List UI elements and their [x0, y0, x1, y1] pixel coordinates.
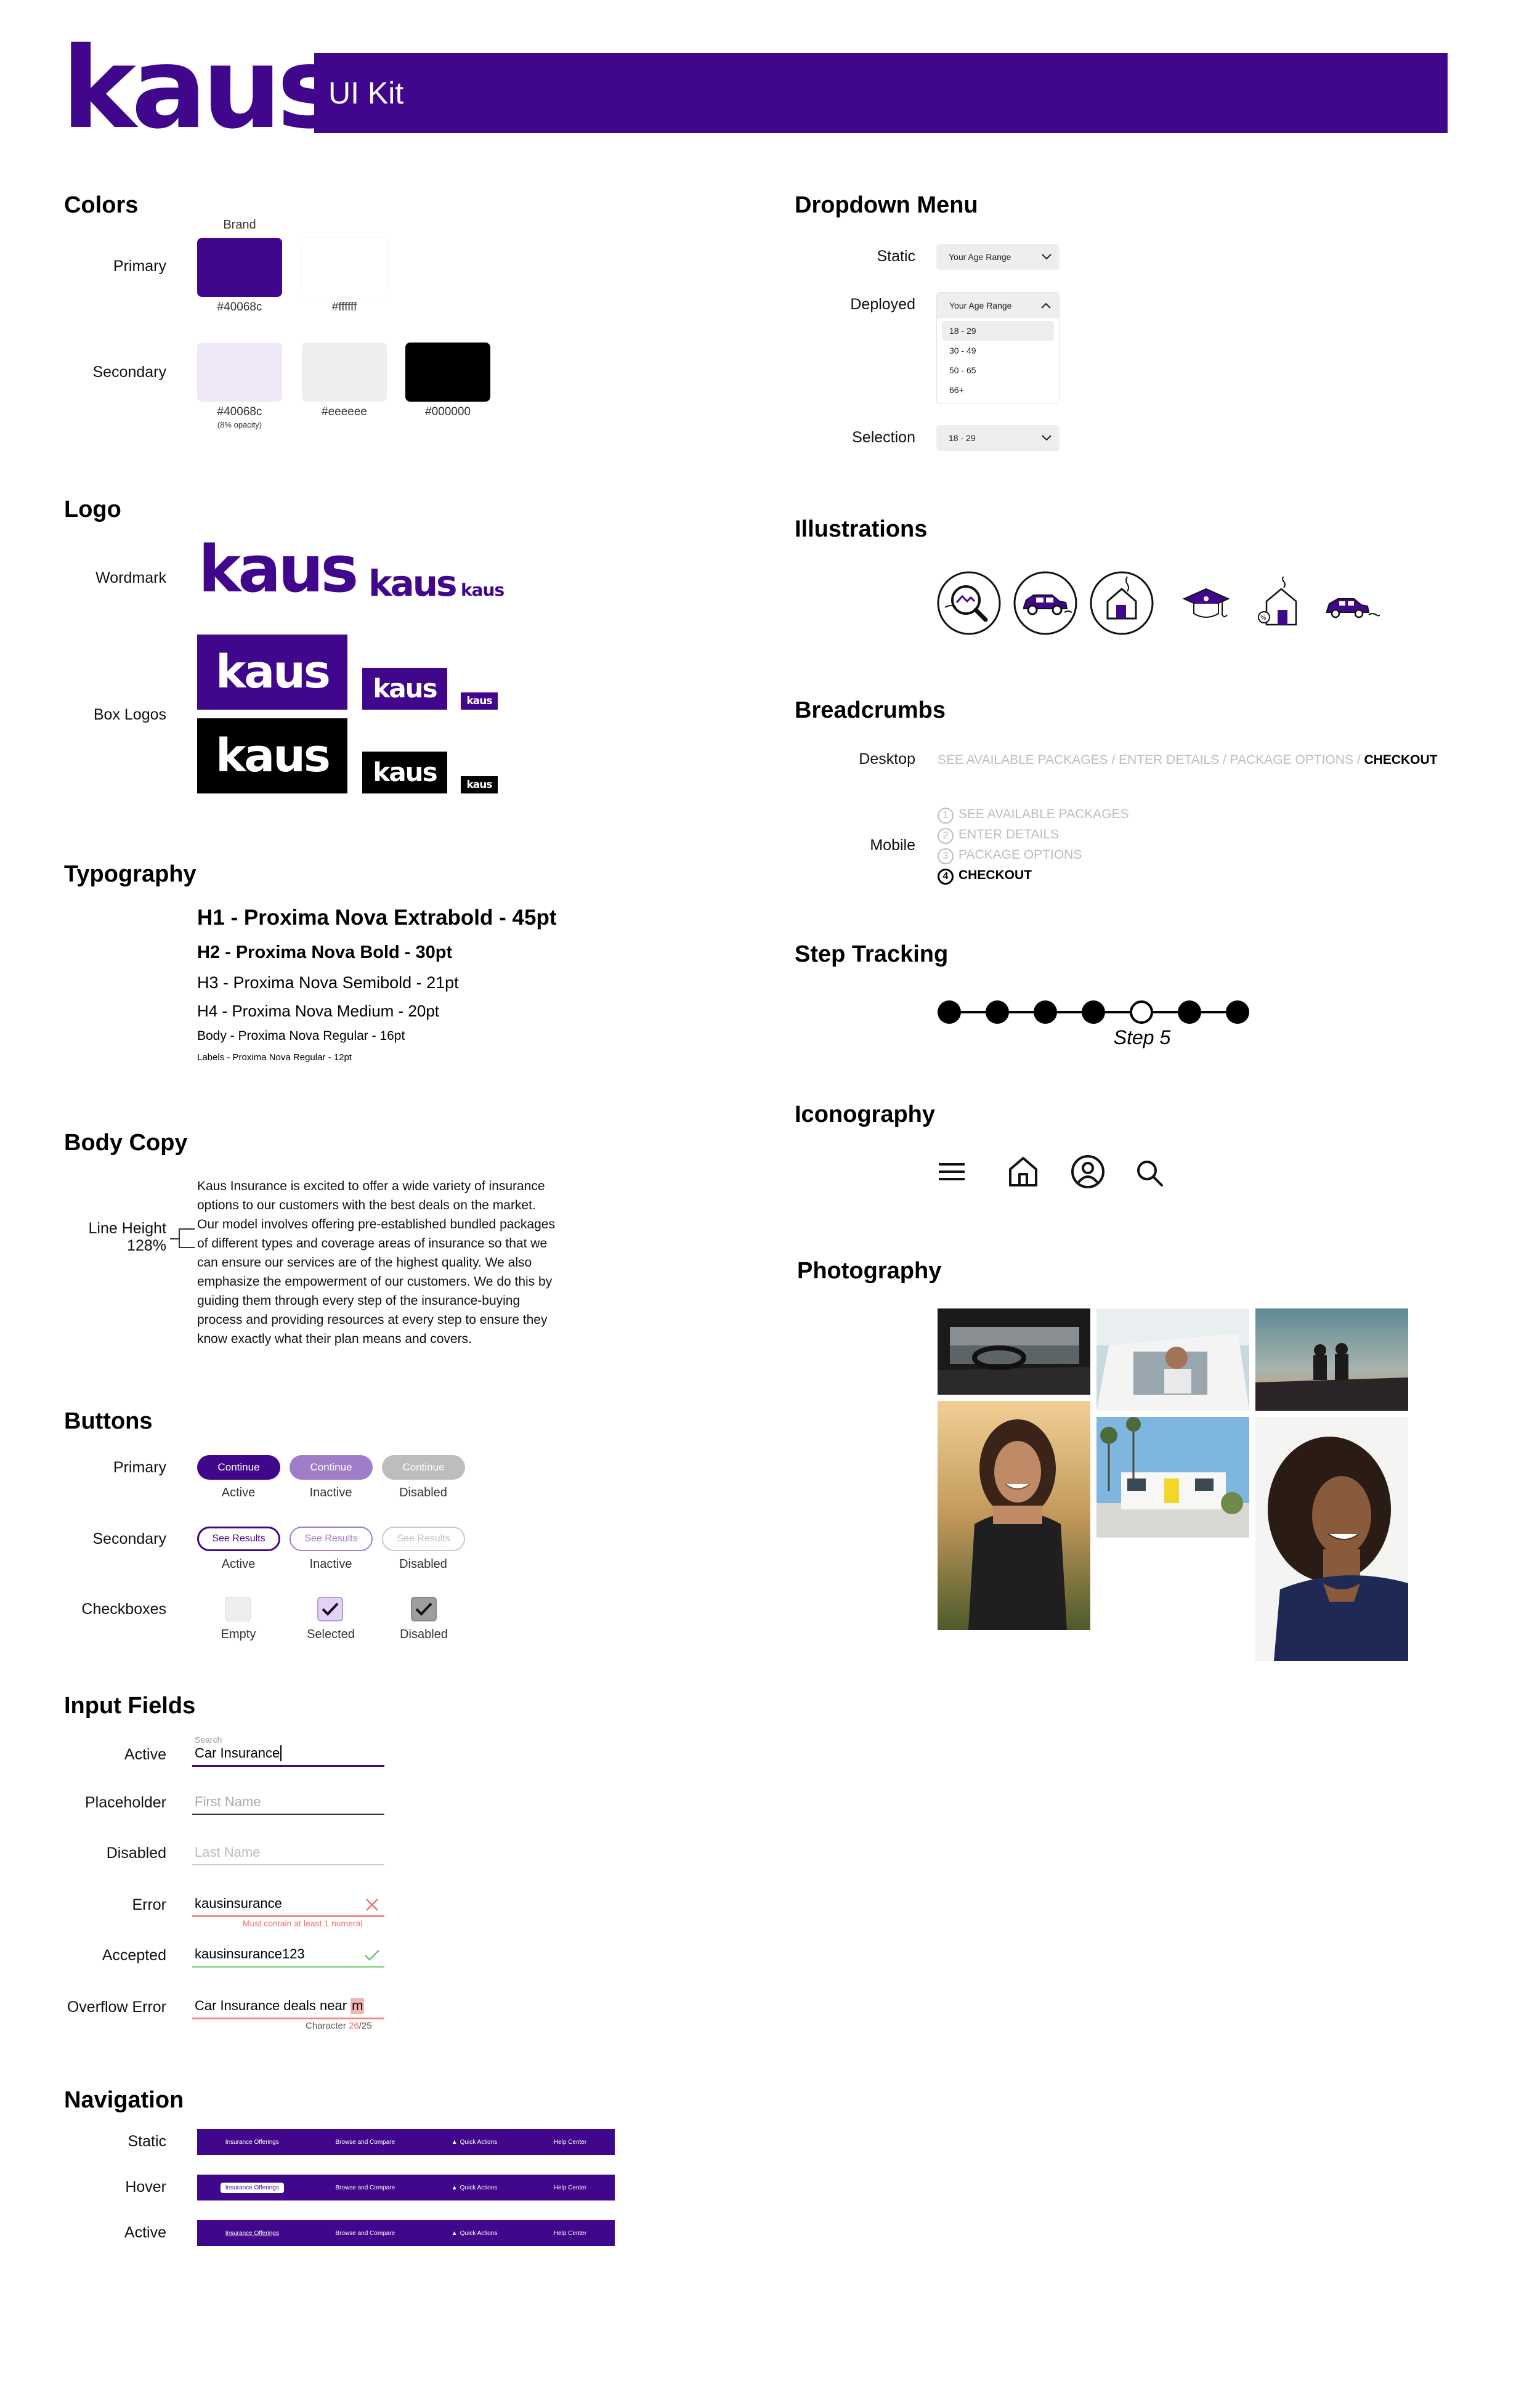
- header-bar: [314, 53, 1448, 133]
- car-illustration: [1324, 593, 1380, 621]
- nav-item-browse-compare[interactable]: Browse and Compare: [335, 2229, 395, 2237]
- input-accepted-label: Accepted: [102, 1947, 166, 1964]
- box-logo-purple-medium: [362, 668, 447, 710]
- primary-colors-label: Primary: [113, 258, 166, 275]
- nav-item-browse-compare[interactable]: Browse and Compare: [335, 2184, 395, 2191]
- line-height-title: Line Height: [88, 1220, 166, 1237]
- input-placeholder: First Name: [195, 1794, 261, 1809]
- header-logo: kaus: [62, 23, 339, 153]
- accepted-input[interactable]: [192, 1942, 384, 1968]
- color-code: #000000: [425, 405, 471, 418]
- chevron-down-icon: [1041, 253, 1052, 261]
- breadcrumb-step[interactable]: ENTER DETAILS: [1119, 753, 1220, 767]
- step-dot[interactable]: [1034, 1000, 1057, 1024]
- checkmark-icon: [415, 1601, 433, 1617]
- step-dot[interactable]: [1226, 1000, 1249, 1024]
- primary-buttons-label: Primary: [113, 1459, 166, 1476]
- age-range-dropdown-selection[interactable]: [936, 425, 1060, 451]
- check-success-icon: [363, 1948, 381, 1963]
- checkbox-empty[interactable]: [225, 1597, 251, 1621]
- breadcrumbs-desktop-label: Desktop: [859, 750, 915, 768]
- state-caption: Disabled: [399, 1486, 447, 1499]
- nav-item-browse-compare[interactable]: Browse and Compare: [335, 2138, 395, 2146]
- box-logo-text: kaus: [373, 673, 437, 704]
- typography-h3-sample: H3 - Proxima Nova Semibold - 21pt: [197, 973, 459, 992]
- chevron-down-icon: [1041, 434, 1052, 442]
- colors-heading: Colors: [64, 192, 139, 218]
- photo-smiling-woman: [938, 1401, 1090, 1630]
- line-height-bracket-tick: [170, 1238, 179, 1239]
- primary-button-inactive[interactable]: Continue: [290, 1455, 373, 1480]
- dropdown-text: 18 - 29: [949, 433, 976, 443]
- breadcrumb-mobile-label: CHECKOUT: [958, 868, 1032, 882]
- box-logo-purple-large: [197, 635, 347, 710]
- breadcrumb-mobile-step-current: [938, 868, 1032, 885]
- search-input-active[interactable]: [192, 1741, 384, 1767]
- breadcrumb-desktop: [938, 753, 1438, 768]
- checkbox-caption: Selected: [307, 1628, 355, 1641]
- body-copy-heading: Body Copy: [64, 1130, 188, 1156]
- overflow-input[interactable]: [192, 1994, 384, 2019]
- dropdown-selection-label: Selection: [852, 429, 915, 446]
- body-line: guiding them through every step of the insurance-buying: [197, 1294, 521, 1308]
- step-dot[interactable]: [1082, 1000, 1105, 1024]
- error-input[interactable]: [192, 1891, 384, 1917]
- checkbox-disabled: [411, 1597, 437, 1621]
- dropdown-heading: Dropdown Menu: [795, 192, 978, 218]
- triangle-icon: ▲: [451, 2184, 458, 2191]
- box-logo-text: kaus: [466, 694, 492, 707]
- breadcrumb-mobile-step[interactable]: [938, 827, 1059, 844]
- input-error-label: Error: [132, 1896, 166, 1913]
- body-line: process and providing resources at every step to ensure they: [197, 1313, 548, 1327]
- dropdown-text: Your Age Range: [949, 301, 1012, 310]
- logo-heading: Logo: [64, 497, 121, 522]
- body-line: Our model involves offering pre-established bundled packages: [197, 1217, 555, 1231]
- nav-hover-label: Hover: [125, 2178, 166, 2196]
- triangle-icon: ▲: [451, 2229, 458, 2237]
- input-value: kausinsurance123: [195, 1946, 305, 1961]
- input-value: kausinsurance: [195, 1896, 282, 1911]
- nav-item-label: Quick Actions: [460, 2138, 498, 2146]
- overflow-char: m: [352, 1998, 363, 2013]
- box-logo-text: kaus: [216, 646, 329, 699]
- checkmark-icon: [321, 1601, 339, 1617]
- breadcrumb-mobile-label: SEE AVAILABLE PACKAGES: [958, 807, 1129, 821]
- line-height-value: 128%: [127, 1237, 166, 1254]
- checkbox-selected[interactable]: [317, 1597, 343, 1621]
- dropdown-option[interactable]: 30 - 49: [949, 346, 976, 355]
- secondary-button-inactive[interactable]: See Results: [290, 1527, 373, 1551]
- checkboxes-label: Checkboxes: [81, 1600, 166, 1618]
- breadcrumb-step[interactable]: PACKAGE OPTIONS: [1230, 753, 1353, 767]
- nav-item-help-center[interactable]: Help Center: [553, 2138, 587, 2146]
- secondary-buttons-label: Secondary: [92, 1530, 166, 1547]
- color-code: #eeeeee: [322, 405, 367, 418]
- nav-item-insurance-offerings[interactable]: Insurance Offerings: [225, 2229, 279, 2237]
- typography-h2-sample: H2 - Proxima Nova Bold - 30pt: [197, 943, 453, 962]
- body-line: emphasize the empowerment of our customers. We do this by: [197, 1275, 553, 1289]
- input-fields-heading: Input Fields: [64, 1693, 196, 1719]
- nav-item-help-center[interactable]: Help Center: [553, 2229, 587, 2237]
- dropdown-option[interactable]: 66+: [949, 385, 964, 395]
- photo-couple-sunset: [1255, 1308, 1408, 1411]
- search-float-label: Search: [195, 1735, 222, 1745]
- input-placeholder: Last Name: [195, 1844, 261, 1860]
- typography-h4-sample: H4 - Proxima Nova Medium - 20pt: [197, 1002, 440, 1020]
- nav-item-quick-actions[interactable]: [447, 2183, 503, 2193]
- box-logo-text: kaus: [466, 778, 492, 791]
- wordmark-label: Wordmark: [95, 569, 166, 586]
- color-swatch-white: [302, 238, 387, 297]
- box-logo-black-large: [197, 718, 347, 793]
- breadcrumb-mobile-step[interactable]: [938, 848, 1082, 864]
- photo-modern-house: [1096, 1417, 1249, 1538]
- input-active-label: Active: [124, 1746, 166, 1763]
- nav-static-label: Static: [128, 2133, 166, 2150]
- menu-icon[interactable]: [938, 1159, 966, 1184]
- breadcrumb-step[interactable]: SEE AVAILABLE PACKAGES: [938, 753, 1108, 767]
- state-caption: Active: [221, 1486, 256, 1499]
- state-caption: Inactive: [309, 1557, 352, 1571]
- photo-car-driver: [938, 1308, 1090, 1395]
- color-swatch-brand-light: [197, 343, 282, 402]
- box-logo-text: kaus: [216, 729, 329, 782]
- photo-man-in-car: [1096, 1308, 1249, 1411]
- nav-item-help-center[interactable]: Help Center: [553, 2184, 587, 2191]
- dropdown-deployed-label: Deployed: [850, 296, 915, 313]
- character-counter: [306, 2021, 372, 2031]
- user-icon[interactable]: [1071, 1154, 1105, 1189]
- box-logo-black-medium: [362, 752, 447, 793]
- search-icon[interactable]: [1135, 1158, 1164, 1188]
- header-title: UI Kit: [328, 76, 404, 110]
- buttons-heading: Buttons: [64, 1408, 153, 1434]
- chevron-up-icon: [1040, 302, 1052, 309]
- typography-h1-sample: H1 - Proxima Nova Extrabold - 45pt: [197, 906, 557, 930]
- input-placeholder-label: Placeholder: [84, 1794, 166, 1811]
- step-number: 4: [938, 869, 954, 885]
- counter-value: 26: [349, 2021, 359, 2031]
- age-range-dropdown-deployed[interactable]: [936, 292, 1060, 404]
- wordmark-medium: kaus: [368, 562, 456, 604]
- input-disabled-label: Disabled: [106, 1844, 166, 1862]
- photography-heading: Photography: [797, 1258, 942, 1284]
- illustrations-heading: Illustrations: [795, 516, 928, 542]
- dropdown-header[interactable]: [937, 293, 1059, 318]
- box-logos-label: Box Logos: [93, 706, 166, 723]
- nav-item-quick-actions[interactable]: [447, 2137, 503, 2148]
- secondary-button-disabled: See Results: [382, 1527, 465, 1551]
- text-cursor: [280, 1745, 282, 1761]
- typography-labels-sample: Labels - Proxima Nova Regular - 12pt: [197, 1052, 352, 1063]
- step-label: Step 5: [1113, 1026, 1171, 1048]
- dropdown-static-label: Static: [877, 248, 915, 265]
- color-code: #40068c: [217, 301, 262, 314]
- step-dot[interactable]: [938, 1000, 961, 1024]
- state-caption: Disabled: [399, 1557, 447, 1571]
- breadcrumb-separator: /: [1219, 753, 1230, 767]
- box-logo-black-small: [461, 776, 498, 793]
- primary-button-disabled: Continue: [382, 1455, 465, 1480]
- step-dot[interactable]: [986, 1000, 1009, 1024]
- age-range-dropdown-static[interactable]: [936, 244, 1060, 270]
- input-overflow-label: Overflow Error: [67, 1998, 166, 2016]
- step-dot-current[interactable]: [1130, 1000, 1153, 1024]
- counter-max: /25: [359, 2021, 372, 2031]
- color-swatch-black: [405, 343, 490, 402]
- navigation-heading: Navigation: [64, 2087, 184, 2113]
- step-number: 1: [938, 808, 954, 824]
- nav-item-insurance-offerings[interactable]: Insurance Offerings: [221, 2183, 284, 2193]
- step-number: 3: [938, 848, 954, 864]
- counter-label: Character: [306, 2021, 349, 2031]
- color-code: #40068c: [217, 405, 262, 418]
- breadcrumb-mobile-label: ENTER DETAILS: [958, 827, 1059, 842]
- iconography-heading: Iconography: [795, 1101, 936, 1127]
- wordmark-small: kaus: [461, 580, 505, 600]
- search-home-illustration: [936, 570, 1002, 636]
- breadcrumbs-heading: Breadcrumbs: [795, 697, 946, 723]
- dropdown-option[interactable]: 50 - 65: [949, 365, 976, 375]
- breadcrumbs-mobile-label: Mobile: [870, 837, 915, 854]
- typography-heading: Typography: [64, 861, 197, 887]
- breadcrumb-step-current: CHECKOUT: [1364, 753, 1438, 767]
- house-circle-illustration: [1089, 570, 1154, 636]
- box-logo-text: kaus: [373, 757, 437, 787]
- body-line: know exactly what their plan means and covers.: [197, 1332, 472, 1346]
- last-name-input: [192, 1839, 384, 1865]
- photo-curly-hair-woman: [1255, 1417, 1408, 1661]
- dropdown-text: Your Age Range: [949, 252, 1011, 262]
- nav-item-label: Quick Actions: [460, 2184, 498, 2191]
- box-logo-purple-small: [461, 692, 498, 710]
- error-x-icon: [365, 1897, 379, 1912]
- body-line: can ensure our services are of the highest quality. We also: [197, 1255, 532, 1270]
- checkbox-caption: Disabled: [400, 1628, 448, 1641]
- nav-bar-static: [197, 2129, 615, 2155]
- dropdown-option[interactable]: 18 - 29: [942, 321, 1054, 341]
- nav-active-label: Active: [124, 2224, 166, 2241]
- house-percent-illustration: [1257, 577, 1300, 627]
- primary-button-active[interactable]: Continue: [197, 1455, 280, 1480]
- step-number: 2: [938, 828, 954, 844]
- brand-label: Brand: [223, 218, 256, 232]
- step-tracking-heading: Step Tracking: [795, 941, 949, 967]
- line-height-bracket: [179, 1228, 195, 1248]
- body-line: options to our customers with the best deals on the market.: [197, 1198, 536, 1212]
- wordmark-large: kaus: [198, 532, 356, 607]
- first-name-input[interactable]: [192, 1789, 384, 1815]
- color-code: #ffffff: [331, 301, 357, 314]
- triangle-icon: ▲: [451, 2138, 458, 2146]
- body-line: Kaus Insurance is excited to offer a wide variety of insurance: [197, 1179, 545, 1193]
- breadcrumb-mobile-step[interactable]: [938, 807, 1129, 824]
- nav-item-quick-actions[interactable]: [447, 2228, 503, 2239]
- car-circle-illustration: [1013, 570, 1078, 636]
- body-copy-text: [197, 1177, 616, 1349]
- nav-bar-hover: [197, 2175, 615, 2200]
- step-dot[interactable]: [1178, 1000, 1201, 1024]
- nav-item-insurance-offerings[interactable]: Insurance Offerings: [225, 2138, 279, 2146]
- secondary-colors-label: Secondary: [92, 363, 166, 381]
- state-caption: Active: [221, 1557, 256, 1571]
- color-note: (8% opacity): [217, 420, 262, 429]
- color-swatch-brand: [197, 238, 282, 297]
- svg-text:%: %: [1260, 615, 1266, 622]
- graduation-cap-illustration: [1181, 583, 1231, 626]
- line-height-label: [62, 1220, 166, 1254]
- nav-item-label: Quick Actions: [460, 2229, 498, 2237]
- breadcrumb-separator: /: [1108, 753, 1119, 767]
- home-icon[interactable]: [1007, 1154, 1040, 1188]
- input-value: Car Insurance: [195, 1745, 280, 1761]
- error-message: Must contain at least 1 numeral: [243, 1918, 363, 1928]
- state-caption: Inactive: [309, 1486, 352, 1499]
- input-value: Car Insurance deals near: [195, 1998, 351, 2013]
- color-swatch-grey: [302, 343, 387, 402]
- typography-body-sample: Body - Proxima Nova Regular - 16pt: [197, 1029, 405, 1043]
- body-line: of different types and coverage areas of insurance so that we: [197, 1236, 548, 1251]
- breadcrumb-separator: /: [1353, 753, 1364, 767]
- nav-bar-active: [197, 2220, 615, 2246]
- breadcrumb-mobile-label: PACKAGE OPTIONS: [958, 848, 1082, 862]
- checkbox-caption: Empty: [221, 1628, 256, 1641]
- secondary-button-active[interactable]: See Results: [197, 1527, 280, 1551]
